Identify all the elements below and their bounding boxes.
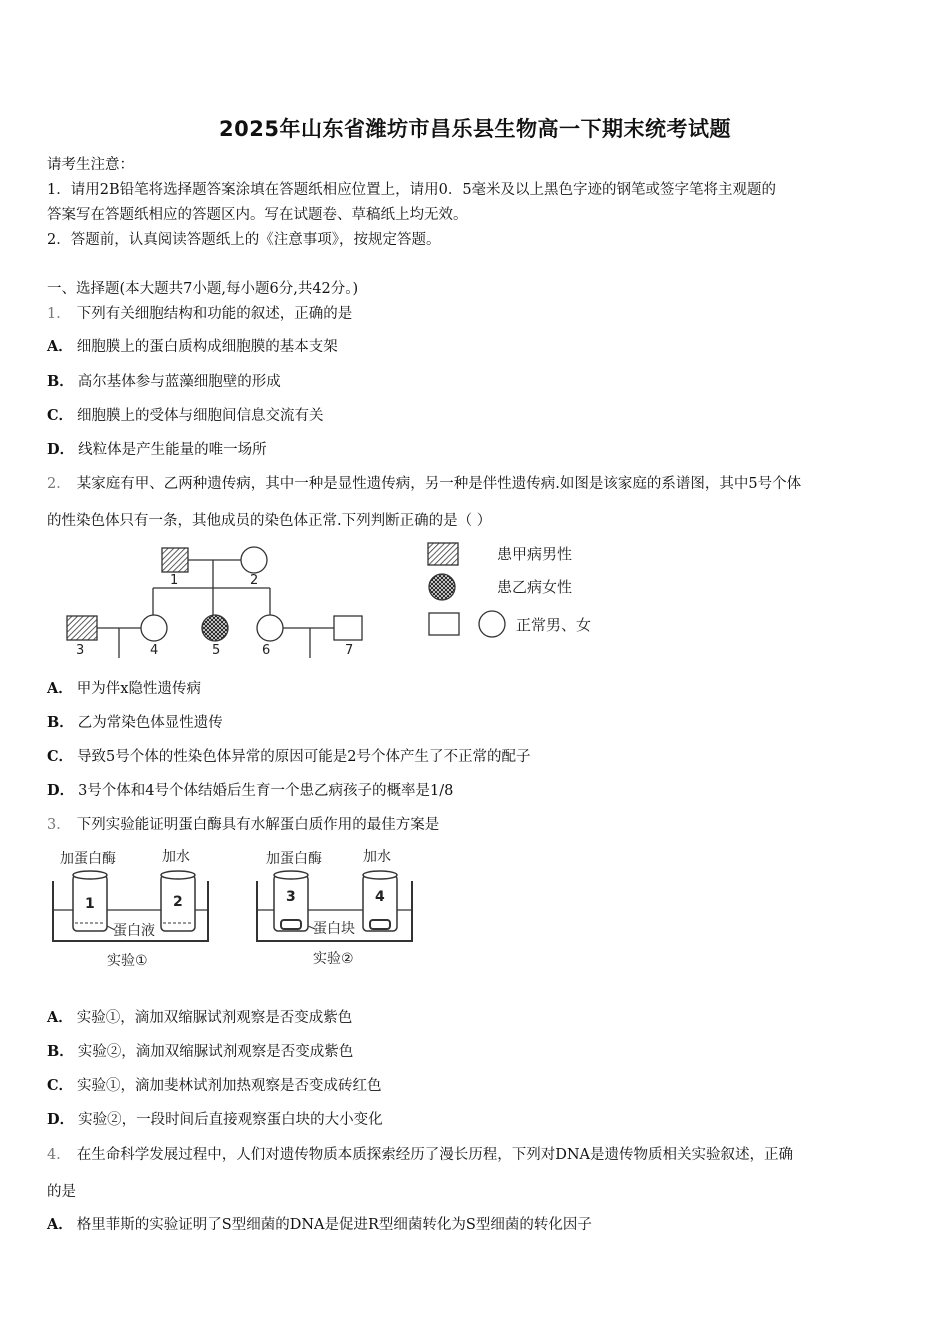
protein-block-4 [370, 920, 390, 929]
individual-6-normal-female [257, 615, 283, 641]
option-text: 细胞膜上的受体与细胞间信息交流有关 [77, 408, 324, 424]
question-2-line-1 [47, 472, 801, 493]
label-add-water-1: 加水 [162, 849, 190, 865]
q1-option-a [47, 335, 338, 356]
individual-3-affected-male [67, 616, 97, 640]
label-experiment-1: 实验① [107, 953, 148, 969]
option-text: 格里菲斯的实验证明了S型细菌的DNA是促进R型细菌转化为S型细菌的转化因子 [76, 1217, 592, 1233]
individual-5-affected-female [202, 615, 228, 641]
pedigree-figure [40, 540, 640, 665]
q3-option-a [47, 1006, 352, 1027]
option-text: 3号个体和4号个体结婚后生育一个患乙病孩子的概率是1/8 [78, 783, 454, 799]
question-4-stem: 在生命科学发展过程中，人们对遗传物质本质探索经历了漫长历程，下列对DNA是遗传物质相关实验叙述，正确 [76, 1147, 794, 1163]
pedigree-label-3: 3 [76, 643, 85, 658]
q1-option-d [47, 438, 267, 459]
label-protein-block: 蛋白块 [313, 921, 355, 937]
label-add-enzyme-1: 加蛋白酶 [60, 851, 116, 867]
protein-block-3 [281, 920, 301, 929]
question-2-number: 2． [47, 476, 71, 492]
pedigree-label-7: 7 [345, 643, 354, 658]
question-4-number: 4． [47, 1147, 71, 1163]
question-1-number: 1． [47, 306, 71, 322]
individual-1-affected-male [162, 548, 188, 572]
option-text: 实验②，一段时间后直接观察蛋白块的大小变化 [78, 1112, 383, 1128]
option-letter: A． [47, 1216, 73, 1233]
individual-4-normal-female [141, 615, 167, 641]
q1-option-b [47, 370, 281, 391]
question-3-number: 3． [47, 817, 71, 833]
legend-label-a: 患甲病男性 [497, 545, 573, 563]
option-letter: B． [47, 373, 74, 390]
option-text: 高尔基体参与蓝藻细胞壁的形成 [77, 374, 281, 390]
q3-option-b [47, 1040, 353, 1061]
q3-option-d [47, 1108, 383, 1129]
page-title: 2025年山东省潍坊市昌乐县生物高一下期末统考试题 [219, 117, 731, 141]
label-protein-liquid: 蛋白液 [113, 923, 155, 939]
option-text: 乙为常染色体显性遗传 [77, 715, 223, 731]
pedigree-label-4: 4 [150, 643, 159, 658]
question-2-line-2: 的性染色体只有一条，其他成员的染色体正常.下列判断正确的是（ ） [47, 513, 492, 529]
notice-line-2: 2．答题前，认真阅读答题纸上的《注意事项》，按规定答题。 [47, 232, 441, 248]
option-letter: B． [47, 714, 74, 731]
option-letter: A． [47, 680, 73, 697]
question-1 [47, 302, 352, 323]
legend-label-b: 患乙病女性 [497, 578, 573, 596]
label-add-water-2: 加水 [363, 849, 391, 865]
pedigree-label-2: 2 [250, 573, 259, 588]
pedigree-label-6: 6 [262, 643, 271, 658]
option-text: 导致5号个体的性染色体异常的原因可能是2号个体产生了不正常的配子 [77, 749, 531, 765]
q1-option-c [47, 404, 324, 425]
q4-option-a [47, 1213, 592, 1234]
notice-heading: 请考生注意： [47, 157, 134, 173]
question-4-line-1 [47, 1143, 793, 1164]
option-letter: C． [47, 1077, 74, 1094]
option-text: 实验①，滴加斐林试剂加热观察是否变成砖红色 [77, 1078, 382, 1094]
question-3-stem: 下列实验能证明蛋白酶具有水解蛋白质作用的最佳方案是 [76, 817, 440, 833]
option-letter: C． [47, 407, 74, 424]
option-text: 实验②，滴加双缩脲试剂观察是否变成紫色 [77, 1044, 354, 1060]
label-add-enzyme-2: 加蛋白酶 [266, 851, 322, 867]
legend-normal-male-symbol [429, 613, 459, 635]
legend-normal-female-symbol [479, 611, 505, 637]
tube-label-3: 3 [286, 889, 296, 905]
option-letter: D． [47, 782, 75, 799]
individual-7-normal-male [334, 616, 362, 640]
option-text: 细胞膜上的蛋白质构成细胞膜的基本支架 [76, 339, 338, 355]
enzyme-experiment-figure [45, 843, 425, 978]
section-heading: 一、选择题(本大题共7小题,每小题6分,共42分。) [47, 281, 359, 297]
legend-label-c: 正常男、女 [516, 616, 592, 634]
q3-option-c [47, 1074, 382, 1095]
legend-affected-female-symbol [429, 574, 455, 600]
option-letter: B． [47, 1043, 74, 1060]
q2-option-c [47, 745, 531, 766]
question-4-line-2: 的是 [47, 1184, 76, 1200]
tube-label-2: 2 [173, 894, 183, 910]
legend-affected-male-symbol [428, 543, 458, 565]
question-3 [47, 813, 439, 834]
q2-option-b [47, 711, 223, 732]
pedigree-label-1: 1 [170, 573, 179, 588]
question-1-stem: 下列有关细胞结构和功能的叙述，正确的是 [76, 306, 353, 322]
option-letter: A． [47, 1009, 73, 1026]
notice-line-1a: 1．请用2B铅笔将选择题答案涂填在答题纸相应位置上，请用0．5毫米及以上黑色字迹的钢笔或签字笔将主观题的 [47, 182, 777, 198]
option-text: 甲为伴x隐性遗传病 [76, 681, 201, 697]
option-text: 线粒体是产生能量的唯一场所 [78, 442, 267, 458]
option-letter: D． [47, 441, 75, 458]
label-experiment-2: 实验② [313, 951, 354, 967]
tube-label-4: 4 [375, 889, 385, 905]
notice-line-1b: 答案写在答题纸相应的答题区内。写在试题卷、草稿纸上均无效。 [47, 207, 468, 223]
q2-option-d [47, 779, 453, 800]
option-text: 实验①，滴加双缩脲试剂观察是否变成紫色 [76, 1010, 353, 1026]
option-letter: A． [47, 338, 73, 355]
q2-option-a [47, 677, 201, 698]
tube-label-1: 1 [85, 896, 95, 912]
option-letter: D． [47, 1111, 75, 1128]
option-letter: C． [47, 748, 74, 765]
pedigree-label-5: 5 [212, 643, 221, 658]
question-2-stem: 某家庭有甲、乙两种遗传病，其中一种是显性遗传病，另一种是伴性遗传病.如图是该家庭的系谱图，其中5号个体 [76, 476, 802, 492]
individual-2-normal-female [241, 547, 267, 573]
